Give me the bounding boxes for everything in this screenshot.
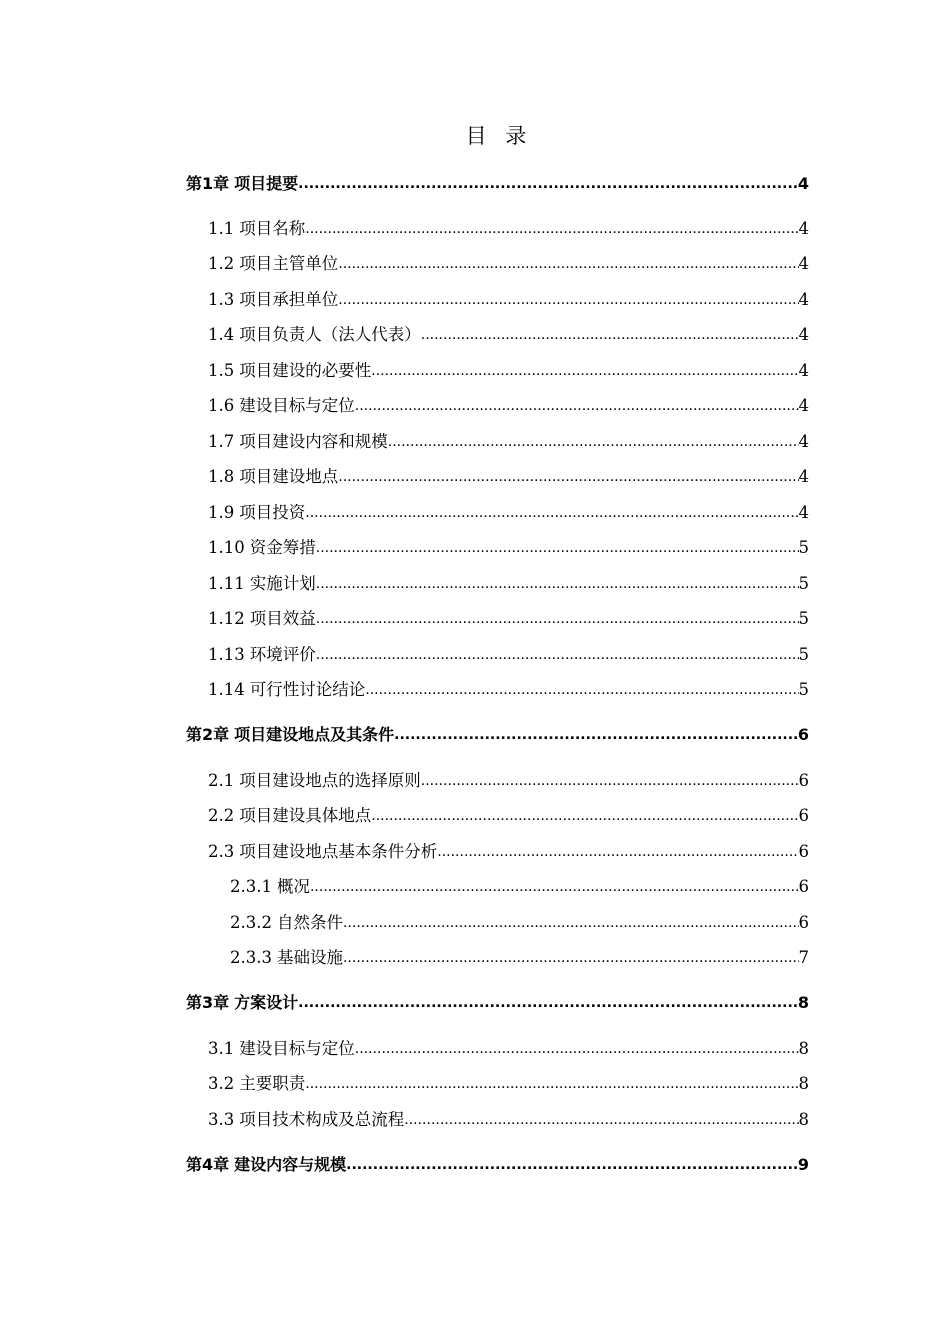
toc-entry-title: 环境评价 — [249, 645, 316, 664]
toc-section-entry[interactable] — [208, 1037, 809, 1061]
toc-section-entry[interactable] — [208, 536, 809, 560]
toc-page-number: 5 — [798, 538, 809, 557]
toc-entry-title: 项目技术构成及总流程 — [239, 1110, 405, 1129]
toc-entry-title: 建设目标与定位 — [239, 1039, 355, 1058]
toc-entry-number: 1.9 — [208, 503, 235, 522]
toc-dot-leader — [346, 1155, 798, 1175]
toc-entry-number: 2.3.1 — [230, 877, 272, 896]
toc-section-entry[interactable] — [230, 946, 809, 970]
toc-page-number: 6 — [798, 913, 809, 932]
toc-entry-title: 方案设计 — [234, 993, 299, 1012]
toc-section-entry[interactable] — [208, 359, 809, 383]
toc-section-entry[interactable] — [208, 501, 809, 525]
toc-dot-leader — [305, 219, 798, 239]
toc-entry-title: 项目建设具体地点 — [239, 806, 372, 825]
toc-entry-number: 第3章 — [186, 993, 230, 1012]
toc-entry-title: 项目效益 — [249, 609, 316, 628]
toc-page-number: 6 — [798, 842, 809, 861]
toc-dot-leader — [310, 877, 799, 897]
toc-entry-title: 项目负责人（法人代表） — [239, 325, 421, 344]
toc-entry-title: 项目主管单位 — [239, 254, 339, 273]
toc-entry-title: 主要职责 — [239, 1074, 306, 1093]
toc-entry-number: 1.3 — [208, 290, 235, 309]
toc-page-number: 8 — [798, 1110, 809, 1129]
toc-entry-title: 建设内容与规模 — [234, 1155, 347, 1174]
toc-section-entry[interactable] — [208, 252, 809, 276]
toc-dot-leader — [305, 503, 798, 523]
toc-section-entry[interactable] — [208, 465, 809, 489]
toc-entry-title: 自然条件 — [276, 913, 343, 932]
toc-page-number: 4 — [798, 396, 809, 415]
toc-page-number: 4 — [798, 325, 809, 344]
toc-page-number: 6 — [798, 877, 809, 896]
toc-entry-title: 建设目标与定位 — [239, 396, 355, 415]
toc-dot-leader — [316, 574, 799, 594]
toc-dot-leader — [404, 1110, 798, 1130]
toc-entry-number: 第1章 — [186, 174, 230, 193]
toc-entry-number: 1.5 — [208, 361, 235, 380]
toc-dot-leader — [338, 290, 798, 310]
toc-dot-leader — [316, 538, 799, 558]
toc-page-number: 4 — [798, 503, 809, 522]
toc-page-number: 7 — [798, 948, 809, 967]
toc-entry-number: 3.3 — [208, 1110, 235, 1129]
toc-page-number: 9 — [797, 1155, 809, 1174]
toc-entry-title: 资金筹措 — [249, 538, 316, 557]
toc-dot-leader — [305, 1074, 798, 1094]
toc-page-number: 5 — [798, 645, 809, 664]
toc-entry-title: 项目名称 — [239, 219, 306, 238]
toc-entry-title: 项目提要 — [234, 174, 299, 193]
toc-section-entry[interactable] — [208, 678, 809, 702]
toc-dot-leader — [365, 680, 798, 700]
toc-entry-number: 1.10 — [208, 538, 245, 557]
toc-entry-number: 1.6 — [208, 396, 235, 415]
toc-entry-number: 2.3.2 — [230, 913, 272, 932]
toc-entry-number: 1.8 — [208, 467, 235, 486]
toc-page-number: 4 — [798, 432, 809, 451]
toc-dot-leader — [343, 913, 799, 933]
toc-entry-number: 1.14 — [208, 680, 245, 699]
toc-dot-leader — [298, 993, 798, 1013]
toc-entry-title: 项目建设地点基本条件分析 — [239, 842, 438, 861]
toc-entry-number: 1.13 — [208, 645, 245, 664]
toc-section-entry[interactable] — [208, 430, 809, 454]
toc-chapter-entry[interactable] — [186, 172, 809, 196]
toc-section-entry[interactable] — [208, 323, 809, 347]
toc-page-number: 4 — [798, 361, 809, 380]
toc-dot-leader — [388, 432, 799, 452]
toc-page-number: 4 — [798, 290, 809, 309]
toc-section-entry[interactable] — [208, 288, 809, 312]
toc-entry-title: 项目建设地点的选择原则 — [239, 771, 421, 790]
toc-entry-number: 2.3 — [208, 842, 235, 861]
toc-section-entry[interactable] — [208, 643, 809, 667]
toc-entry-number: 2.1 — [208, 771, 235, 790]
toc-entry-number: 1.2 — [208, 254, 235, 273]
toc-dot-leader — [421, 325, 799, 345]
toc-chapter-entry[interactable] — [186, 723, 809, 747]
toc-section-entry[interactable] — [208, 607, 809, 631]
toc-dot-leader — [355, 396, 799, 416]
toc-page-number: 4 — [797, 174, 809, 193]
toc-entry-number: 3.1 — [208, 1039, 235, 1058]
toc-entry-title: 项目投资 — [239, 503, 306, 522]
toc-section-entry[interactable] — [208, 769, 809, 793]
toc-page-number: 4 — [798, 467, 809, 486]
toc-entry-title: 项目建设内容和规模 — [239, 432, 388, 451]
toc-entry-number: 1.4 — [208, 325, 235, 344]
toc-entry-number: 1.12 — [208, 609, 245, 628]
toc-section-entry[interactable] — [208, 1072, 809, 1096]
toc-page-number: 6 — [797, 725, 809, 744]
toc-page-number: 8 — [798, 1039, 809, 1058]
toc-chapter-entry[interactable] — [186, 1153, 809, 1177]
toc-page-number: 8 — [798, 1074, 809, 1093]
toc-entry-number: 第2章 — [186, 725, 230, 744]
toc-dot-leader — [316, 609, 799, 629]
toc-entry-number: 2.2 — [208, 806, 235, 825]
toc-section-entry[interactable] — [208, 217, 809, 241]
toc-entry-number: 第4章 — [186, 1155, 230, 1174]
toc-dot-leader — [371, 806, 798, 826]
toc-entry-title: 基础设施 — [276, 948, 343, 967]
toc-entry-title: 项目建设地点及其条件 — [234, 725, 395, 744]
toc-section-entry[interactable] — [208, 840, 809, 864]
toc-page-number: 5 — [798, 574, 809, 593]
toc-dot-leader — [437, 842, 798, 862]
toc-entry-number: 1.1 — [208, 219, 235, 238]
toc-dot-leader — [343, 948, 799, 968]
toc-section-entry[interactable] — [230, 875, 809, 899]
toc-dot-leader — [298, 174, 798, 194]
toc-page-number: 4 — [798, 219, 809, 238]
toc-dot-leader — [421, 771, 799, 791]
toc-entry-number: 1.11 — [208, 574, 245, 593]
toc-entry-title: 项目承担单位 — [239, 290, 339, 309]
toc-section-entry[interactable] — [208, 804, 809, 828]
toc-page-number: 6 — [798, 771, 809, 790]
toc-chapter-entry[interactable] — [186, 991, 809, 1015]
toc-entry-title: 项目建设的必要性 — [239, 361, 372, 380]
toc-entry-title: 项目建设地点 — [239, 467, 339, 486]
toc-dot-leader — [338, 467, 798, 487]
toc-page-number: 8 — [797, 993, 809, 1012]
toc-dot-leader — [355, 1039, 799, 1059]
toc-dot-leader — [394, 725, 798, 745]
toc-page-number: 5 — [798, 609, 809, 628]
toc-page-number: 4 — [798, 254, 809, 273]
toc-entry-number: 3.2 — [208, 1074, 235, 1093]
toc-entry-title: 实施计划 — [249, 574, 316, 593]
toc-dot-leader — [316, 645, 799, 665]
toc-title: 目 录 — [465, 124, 533, 148]
toc-entry-number: 1.7 — [208, 432, 235, 451]
toc-dot-leader — [338, 254, 798, 274]
toc-section-entry[interactable] — [208, 1108, 809, 1132]
toc-entry-title: 可行性讨论结论 — [249, 680, 366, 699]
toc-page-number: 5 — [798, 680, 809, 699]
toc-section-entry[interactable] — [208, 572, 809, 596]
toc-section-entry[interactable] — [208, 394, 809, 418]
toc-section-entry[interactable] — [230, 911, 809, 935]
toc-entry-number: 2.3.3 — [230, 948, 272, 967]
toc-page-number: 6 — [798, 806, 809, 825]
toc-dot-leader — [371, 361, 798, 381]
toc-entry-title: 概况 — [276, 877, 310, 896]
